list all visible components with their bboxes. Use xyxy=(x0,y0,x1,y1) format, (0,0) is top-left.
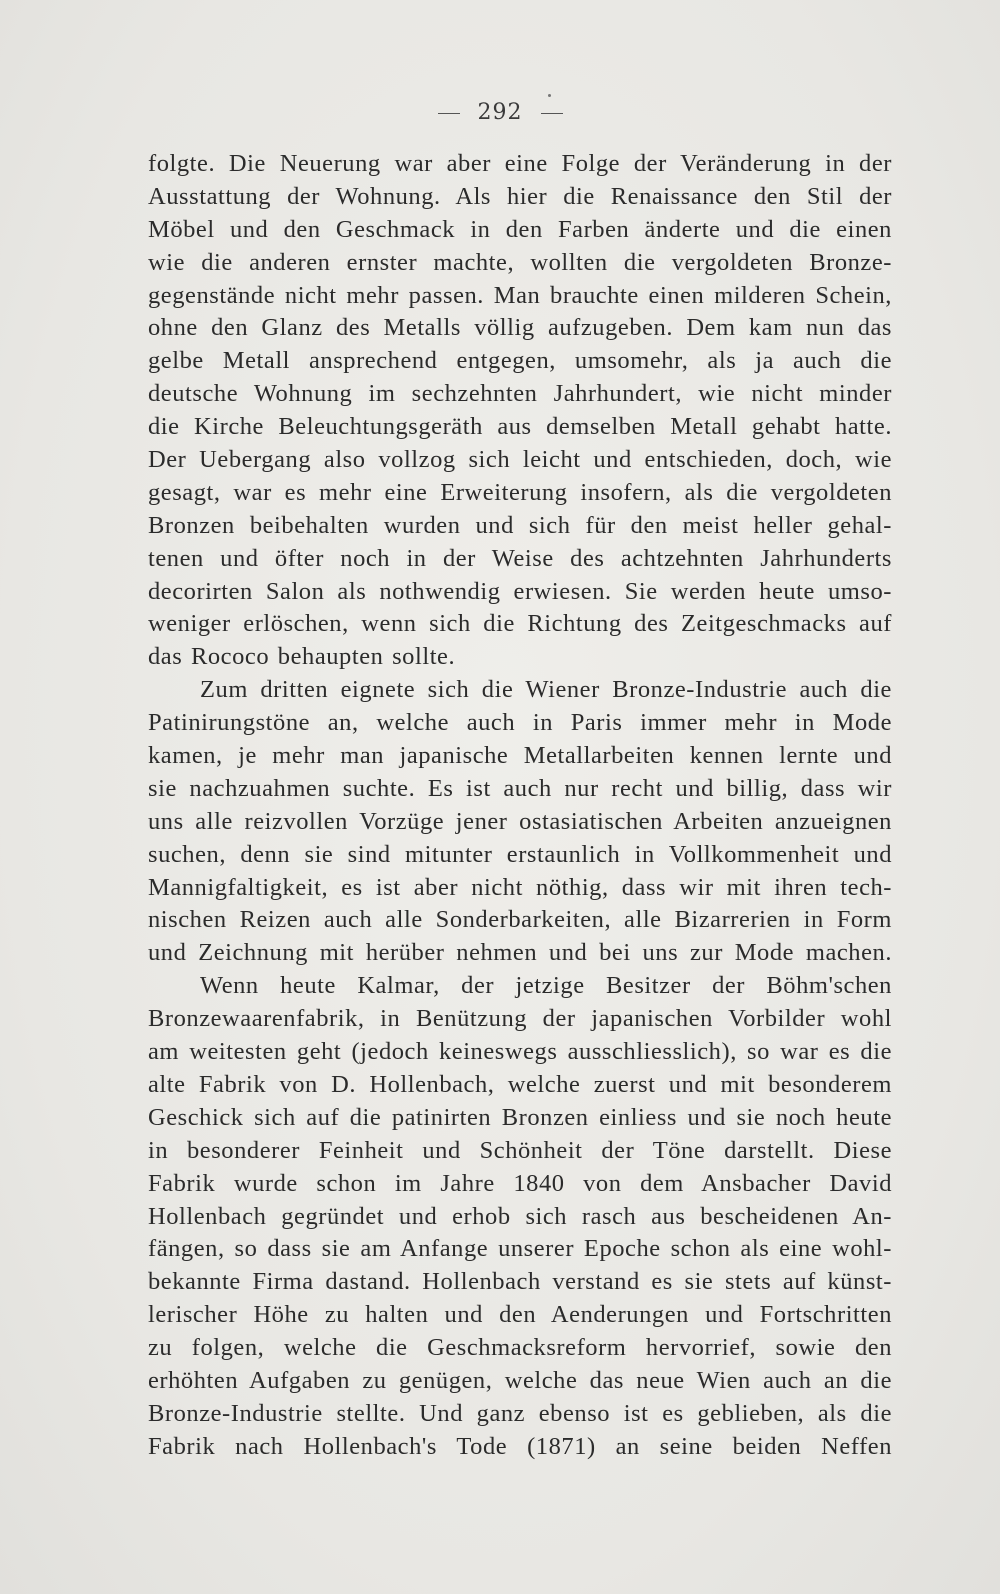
text-line: in besonderer Feinheit und Schönheit der Töne darstellt. Diese xyxy=(148,1136,892,1164)
text-line: erhöhten Aufgaben zu genügen, welche das neue Wien auch an die xyxy=(148,1366,892,1394)
text-line: uns alle reizvollen Vorzüge jener ostasiatischen Arbeiten anzueignen xyxy=(148,807,892,835)
text-line: Wenn heute Kalmar, der jetzige Besitzer der Böhm'schen xyxy=(200,972,892,1000)
text-line: Bronzen beibehalten wurden und sich für den meist heller gehal- xyxy=(148,511,892,539)
header-dash-right xyxy=(541,113,563,114)
text-line: gelbe Metall ansprechend entgegen, umsomehr, als ja auch die xyxy=(148,347,892,375)
text-line: die Kirche Beleuchtungsgeräth aus demselben Metall gehabt hatte. xyxy=(148,413,892,441)
text-line: wie die anderen ernster machte, wollten die vergoldeten Bronze- xyxy=(148,248,892,276)
text-line: und Zeichnung mit herüber nehmen und bei uns zur Mode machen. xyxy=(148,939,892,967)
body-text xyxy=(148,148,892,1464)
text-line: Bronzewaarenfabrik, in Benützung der japanischen Vorbilder wohl xyxy=(148,1005,892,1033)
text-line: tenen und öfter noch in der Weise des achtzehnten Jahrhunderts xyxy=(148,544,892,572)
header-dash-left xyxy=(438,113,460,114)
text-line: Fabrik wurde schon im Jahre 1840 von dem Ansbacher David xyxy=(148,1169,892,1197)
text-line: gegenstände nicht mehr passen. Man brauchte einen milderen Schein, xyxy=(148,281,892,309)
text-line: nischen Reizen auch alle Sonderbarkeiten, alle Bizarrerien in Form xyxy=(148,906,892,934)
text-line: Möbel und den Geschmack in den Farben änderte und die einen xyxy=(148,215,892,243)
page-number: 292 xyxy=(477,100,523,125)
text-line: decorirten Salon als nothwendig erwiesen. Sie werden heute umso- xyxy=(148,577,892,605)
text-line: am weitesten geht (jedoch keineswegs ausschliesslich), so war es die xyxy=(148,1038,892,1066)
text-line: weniger erlöschen, wenn sich die Richtung des Zeitgeschmacks auf xyxy=(148,610,892,638)
text-line: lerischer Höhe zu halten und den Aenderungen und Fortschritten xyxy=(148,1301,892,1329)
text-line: sie nachzuahmen suchte. Es ist auch nur recht und billig, dass wir xyxy=(148,774,892,802)
text-line: zu folgen, welche die Geschmacksreform hervorrief, sowie den xyxy=(148,1334,892,1362)
text-line: ohne den Glanz des Metalls völlig aufzugeben. Dem kam nun das xyxy=(148,314,892,342)
text-line: alte Fabrik von D. Hollenbach, welche zuerst und mit besonderem xyxy=(148,1070,892,1098)
text-line: Bronze-Industrie stellte. Und ganz ebenso ist es geblieben, als die xyxy=(148,1399,892,1427)
text-line: Zum dritten eignete sich die Wiener Bronze-Industrie auch die xyxy=(200,676,892,704)
text-line: bekannte Firma dastand. Hollenbach verstand es sie stets auf künst- xyxy=(148,1268,892,1296)
text-line: gesagt, war es mehr eine Erweiterung insofern, als die vergoldeten xyxy=(148,478,892,506)
text-line: Mannigfaltigkeit, es ist aber nicht nöthig, dass wir mit ihren tech- xyxy=(148,873,892,901)
text-line: Hollenbach gegründet und erhob sich rasch aus bescheidenen An- xyxy=(148,1202,892,1230)
text-line: Geschick sich auf die patinirten Bronzen einliess und sie noch heute xyxy=(148,1103,892,1131)
text-line: kamen, je mehr man japanische Metallarbeiten kennen lernte und xyxy=(148,742,892,770)
text-line: suchen, denn sie sind mitunter erstaunlich in Vollkommenheit und xyxy=(148,840,892,868)
text-line: deutsche Wohnung im sechzehnten Jahrhundert, wie nicht minder xyxy=(148,380,892,408)
text-line: das Rococo behaupten sollte. xyxy=(148,643,456,671)
page-speck xyxy=(548,94,551,97)
text-line: fängen, so dass sie am Anfange unserer Epoche schon als eine wohl- xyxy=(148,1235,892,1263)
page-header xyxy=(0,100,1000,125)
text-line: Fabrik nach Hollenbach's Tode (1871) an seine beiden Neffen xyxy=(148,1432,892,1460)
text-line: Ausstattung der Wohnung. Als hier die Renaissance den Stil der xyxy=(148,182,892,210)
text-line: Patinirungstöne an, welche auch in Paris immer mehr in Mode xyxy=(148,709,892,737)
text-line: Der Uebergang also vollzog sich leicht und entschieden, doch, wie xyxy=(148,446,892,474)
text-line: folgte. Die Neuerung war aber eine Folge der Veränderung in der xyxy=(148,150,892,177)
